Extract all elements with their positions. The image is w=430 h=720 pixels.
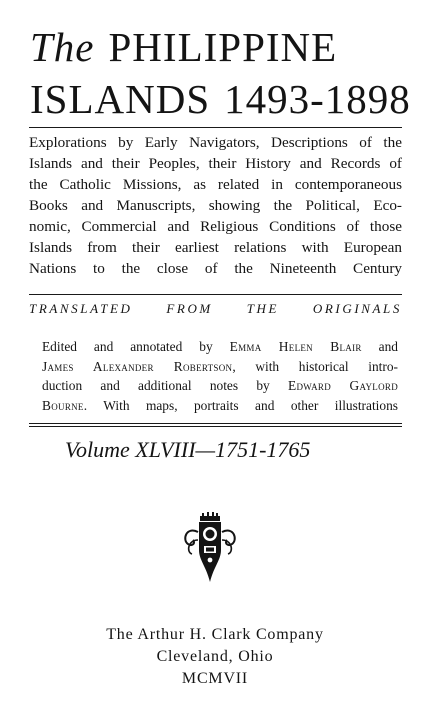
editors-line bbox=[42, 396, 398, 416]
publisher-city: Cleveland, Ohio bbox=[156, 648, 274, 665]
editors-text: and bbox=[361, 339, 398, 354]
volume-label: Volume XLVIII bbox=[65, 437, 196, 462]
volume-dash: — bbox=[195, 437, 216, 462]
title-line-2 bbox=[30, 76, 410, 122]
volume-line bbox=[65, 437, 375, 463]
divider-rule bbox=[29, 294, 402, 295]
description-line: Nations to the close of the Nineteenth Century bbox=[29, 260, 402, 277]
translated-word: FROM bbox=[166, 301, 213, 316]
translated-word: ORIGINALS bbox=[312, 301, 402, 316]
description-line: nomic, Commercial and Religious Conditions of those bbox=[29, 218, 402, 235]
editors-line bbox=[42, 376, 398, 396]
editor-name: Edward Gaylord bbox=[288, 378, 398, 393]
editor-name: Emma Helen Blair bbox=[229, 339, 362, 354]
editors-block bbox=[42, 337, 398, 415]
description-block bbox=[29, 132, 402, 279]
divider-rule bbox=[29, 423, 402, 424]
publisher-year: MCMVII bbox=[181, 670, 249, 687]
description-line: Islands from their earliest relations with European bbox=[29, 239, 402, 256]
translated-word: THE bbox=[246, 301, 280, 316]
publisher-device-icon bbox=[178, 510, 242, 586]
title-main: PHILIPPINE bbox=[108, 24, 338, 70]
divider-rule bbox=[29, 426, 402, 427]
publisher-block bbox=[0, 624, 430, 690]
editors-text: duction and additional notes by bbox=[42, 378, 289, 393]
publisher-name: The Arthur H. Clark Company bbox=[106, 626, 324, 643]
editor-name: Bourne bbox=[42, 397, 84, 413]
description-line: Explorations by Early Navigators, Descriptions of the bbox=[29, 134, 402, 151]
description-line: Books and Manuscripts, showing the Political, Eco- bbox=[29, 197, 402, 214]
editors-line bbox=[42, 357, 398, 377]
editors-text: . With maps, portraits and other illustrations bbox=[83, 397, 398, 413]
divider-rule bbox=[29, 127, 402, 128]
description-line: the Catholic Missions, as related in contemporaneous bbox=[29, 176, 402, 193]
translated-word: TRANSLATED bbox=[29, 301, 133, 316]
description-line: Islands and their Peoples, their History and Records of bbox=[29, 155, 402, 172]
title-the: The bbox=[30, 24, 95, 70]
translated-from-originals bbox=[29, 301, 402, 317]
title-years: 1493-1898 bbox=[224, 76, 411, 122]
editors-text: , with historical intro- bbox=[232, 358, 398, 374]
editors-line bbox=[42, 337, 398, 357]
editors-text: Edited and annotated by bbox=[42, 339, 230, 354]
volume-years: 1751-1765 bbox=[215, 437, 311, 462]
title-islands: ISLANDS bbox=[30, 76, 211, 122]
title-line-1 bbox=[30, 24, 410, 70]
editor-name: James Alexander Robertson bbox=[42, 358, 233, 374]
